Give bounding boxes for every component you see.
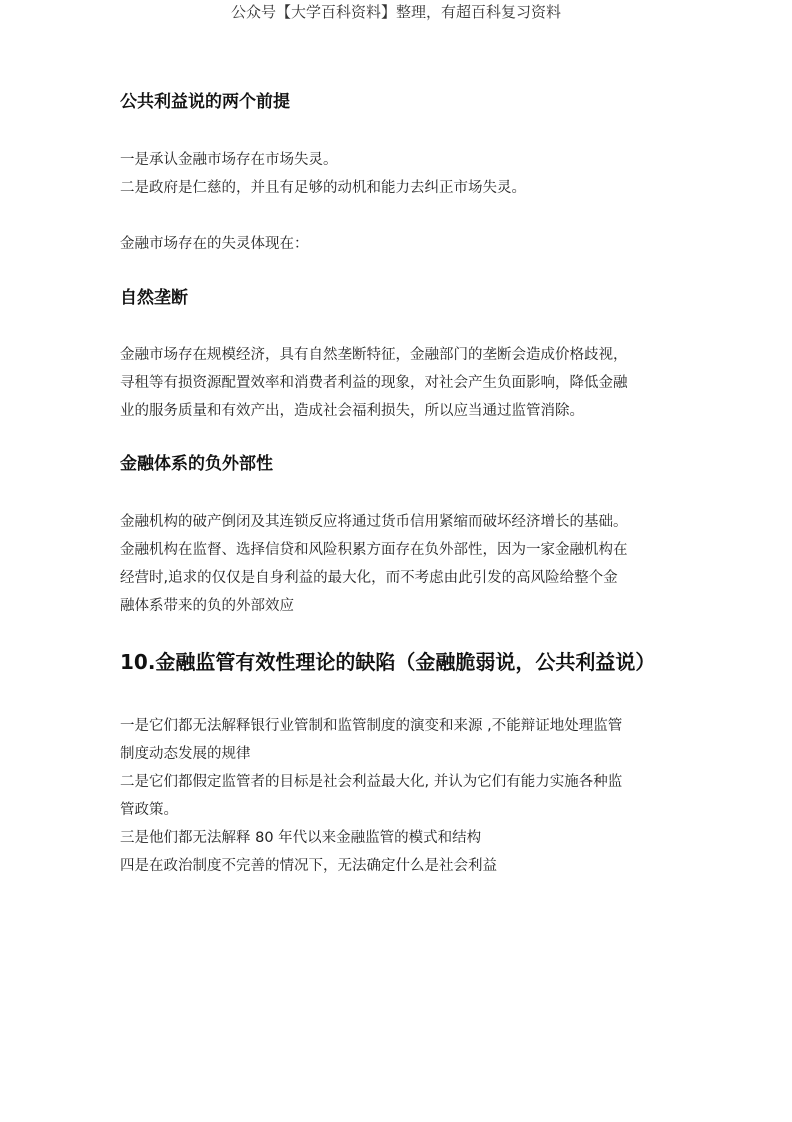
paragraph-premise <box>120 146 676 202</box>
text-line: 二是政府是仁慈的，并且有足够的动机和能力去纠正市场失灵。 <box>120 180 526 196</box>
page-header: 公众号【大学百科资料】整理，有超百科复习资料 <box>230 3 561 21</box>
text-line: 经营时,追求的仅仅是自身利益的最大化，而不考虑由此引发的高风险给整个金 <box>120 570 618 586</box>
text-line: 一是它们都无法解释银行业管制和监管制度的演变和来源 ,不能辩证地处理监管 <box>120 718 623 734</box>
text-line: 金融市场存在的失灵体现在： <box>120 236 309 252</box>
text-line: 四是在政治制度不完善的情况下，无法确定什么是社会利益 <box>120 858 497 874</box>
text-line: 金融机构在监督、选择信贷和风险积累方面存在负外部性，因为一家金融机构在 <box>120 542 628 558</box>
heading-premise: 公共利益说的两个前提 <box>120 92 290 112</box>
paragraph-defects <box>120 712 676 880</box>
text-line: 三是他们都无法解释 80 年代以来金融监管的模式和结构 <box>120 830 482 846</box>
text-line: 金融市场存在规模经济，具有自然垄断特征，金融部门的垄断会造成价格歧视， <box>120 347 628 363</box>
heading-defects: 10.金融监管有效性理论的缺陷（金融脆弱说，公共利益说） <box>120 650 656 674</box>
text-line: 寻租等有损资源配置效率和消费者利益的现象，对社会产生负面影响，降低金融 <box>120 375 628 391</box>
text-line: 管政策。 <box>120 802 178 818</box>
text-line: 制度动态发展的规律 <box>120 746 251 762</box>
heading-monopoly: 自然垄断 <box>120 288 188 308</box>
paragraph-externality <box>120 508 676 620</box>
paragraph-monopoly <box>120 341 676 425</box>
text-line: 金融机构的破产倒闭及其连锁反应将通过货币信用紧缩而破坏经济增长的基础。 <box>120 514 628 530</box>
text-line: 融体系带来的负的外部效应 <box>120 598 294 614</box>
heading-externality: 金融体系的负外部性 <box>120 454 273 474</box>
text-line: 二是它们都假定监管者的目标是社会利益最大化, 并认为它们有能力实施各种监 <box>120 774 623 790</box>
text-line: 业的服务质量和有效产出，造成社会福利损失，所以应当通过监管消除。 <box>120 403 584 419</box>
paragraph-intro <box>120 230 676 258</box>
text-line: 一是承认金融市场存在市场失灵。 <box>120 152 338 168</box>
